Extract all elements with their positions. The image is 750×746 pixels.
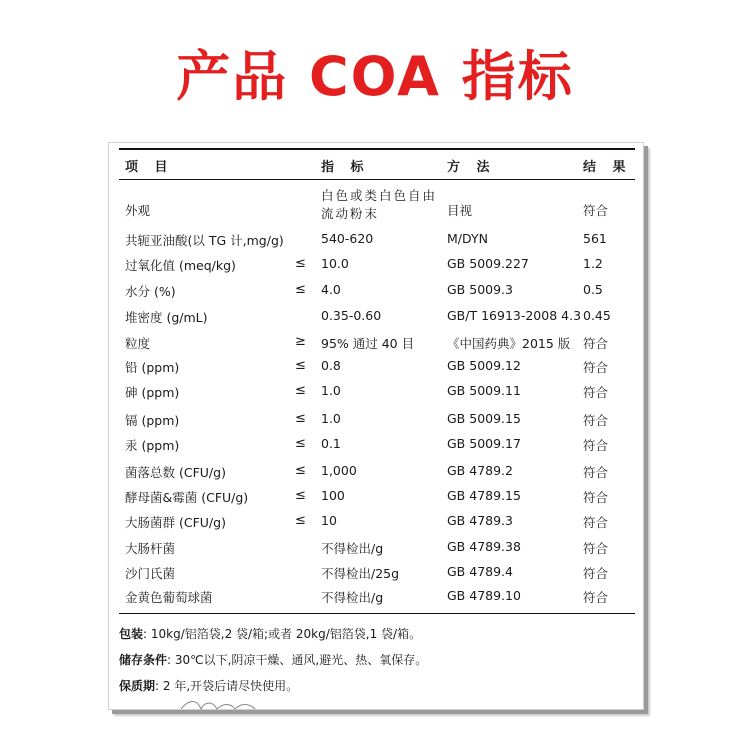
- cell-result: 符合: [583, 360, 609, 375]
- cell-operator: ≤: [295, 436, 306, 451]
- cell-result: 符合: [583, 515, 609, 530]
- cell-spec: 100: [321, 488, 345, 503]
- header-method: 方 法: [447, 160, 496, 175]
- cell-item: 堆密度 (g/mL): [125, 310, 208, 325]
- cell-item: 砷 (ppm): [125, 385, 180, 400]
- cell-spec: 95% 通过 40 目: [321, 336, 415, 351]
- cell-result: 符合: [583, 541, 609, 556]
- cell-method: 目视: [447, 203, 473, 218]
- cell-spec: 0.8: [321, 358, 341, 373]
- note-label: 储存条件: [119, 653, 168, 667]
- cell-item: 酵母菌&霉菌 (CFU/g): [125, 490, 249, 505]
- cell-spec: 4.0: [321, 282, 341, 297]
- cell-result: 符合: [583, 413, 609, 428]
- cell-result: 0.45: [583, 308, 611, 323]
- cell-operator: ≥: [295, 334, 306, 349]
- cell-spec: 540-620: [321, 231, 374, 246]
- page-title: 产品 COA 指标: [176, 45, 574, 108]
- cell-item: 共轭亚油酸(以 TG 计,mg/g): [125, 233, 284, 248]
- header-top-rule: [119, 148, 635, 150]
- note-storage: [119, 651, 427, 668]
- header-spec: 指 标: [321, 160, 370, 175]
- cell-method: GB 4789.3: [447, 513, 513, 528]
- cell-method: GB 4789.10: [447, 588, 521, 603]
- note-text: : 10kg/铝箔袋,2 袋/箱;或者 20kg/铝箔袋,1 袋/箱。: [143, 627, 422, 641]
- note-label: 保质期: [119, 679, 156, 693]
- cell-method: GB 4789.2: [447, 463, 513, 478]
- cell-spec: 1.0: [321, 411, 341, 426]
- cell-spec: 10.0: [321, 256, 349, 271]
- cell-method: 《中国药典》2015 版: [447, 336, 571, 351]
- cell-spec: 白色或类白色自由流动粉末: [321, 188, 438, 221]
- note-shelf-life: [119, 677, 298, 694]
- coa-document: [108, 142, 644, 710]
- cell-method: GB/T 16913-2008 4.3: [447, 308, 582, 323]
- cell-item: 粒度: [125, 336, 151, 351]
- cell-result: 1.2: [583, 256, 603, 271]
- header-item: 项 目: [125, 160, 174, 175]
- cell-result: 符合: [583, 385, 609, 400]
- cell-operator: ≤: [295, 358, 306, 373]
- header-result: 结 果: [583, 160, 632, 175]
- cell-result: 符合: [583, 336, 609, 351]
- cell-item: 过氧化值 (meq/kg): [125, 258, 236, 273]
- cell-method: GB 5009.17: [447, 436, 521, 451]
- cell-operator: ≤: [295, 383, 306, 398]
- cell-method: GB 4789.4: [447, 564, 513, 579]
- cell-method: GB 5009.15: [447, 411, 521, 426]
- cell-item: 大肠杆菌: [125, 541, 176, 556]
- note-packaging: [119, 625, 421, 642]
- cell-result: 符合: [583, 465, 609, 480]
- cell-spec: 1.0: [321, 383, 341, 398]
- cell-item: 镉 (ppm): [125, 413, 180, 428]
- cell-method: GB 5009.11: [447, 383, 521, 398]
- cell-operator: ≤: [295, 256, 306, 271]
- cell-operator: ≤: [295, 513, 306, 528]
- cell-spec: 0.35-0.60: [321, 308, 382, 323]
- cell-item: 大肠菌群 (CFU/g): [125, 515, 226, 530]
- cell-method: GB 4789.15: [447, 488, 521, 503]
- cell-method: GB 5009.12: [447, 358, 521, 373]
- note-label: 包装: [119, 627, 144, 641]
- cell-result: 符合: [583, 566, 609, 581]
- cell-result: 符合: [583, 203, 609, 218]
- cell-operator: ≤: [295, 282, 306, 297]
- table-bottom-rule: [119, 613, 635, 614]
- cell-result: 561: [583, 231, 607, 246]
- cell-method: GB 5009.3: [447, 282, 513, 297]
- cell-method: GB 4789.38: [447, 539, 521, 554]
- signature-scribble: [179, 697, 269, 711]
- cell-item: 水分 (%): [125, 284, 176, 299]
- header-bottom-rule: [119, 179, 635, 180]
- cell-operator: ≤: [295, 488, 306, 503]
- cell-method: GB 5009.227: [447, 256, 529, 271]
- cell-item: 汞 (ppm): [125, 438, 180, 453]
- note-text: : 30℃以下,阴凉干燥、通风,避光、热、氧保存。: [167, 653, 428, 667]
- cell-result: 符合: [583, 590, 609, 605]
- cell-item: 菌落总数 (CFU/g): [125, 465, 226, 480]
- cell-method: M/DYN: [447, 231, 488, 246]
- cell-spec: 不得检出/g: [321, 590, 384, 605]
- cell-result: 0.5: [583, 282, 603, 297]
- cell-result: 符合: [583, 490, 609, 505]
- cell-spec: 0.1: [321, 436, 341, 451]
- cell-spec: 1,000: [321, 463, 357, 478]
- cell-item: 外观: [125, 203, 151, 218]
- cell-spec: 不得检出/g: [321, 541, 384, 556]
- cell-operator: ≤: [295, 411, 306, 426]
- cell-item: 铅 (ppm): [125, 360, 180, 375]
- cell-result: 符合: [583, 438, 609, 453]
- cell-operator: ≤: [295, 463, 306, 478]
- cell-spec: 10: [321, 513, 337, 528]
- cell-item: 金黄色葡萄球菌: [125, 590, 213, 605]
- cell-item: 沙门氏菌: [125, 566, 176, 581]
- note-text: : 2 年,开袋后请尽快使用。: [155, 679, 299, 693]
- cell-spec: 不得检出/25g: [321, 566, 400, 581]
